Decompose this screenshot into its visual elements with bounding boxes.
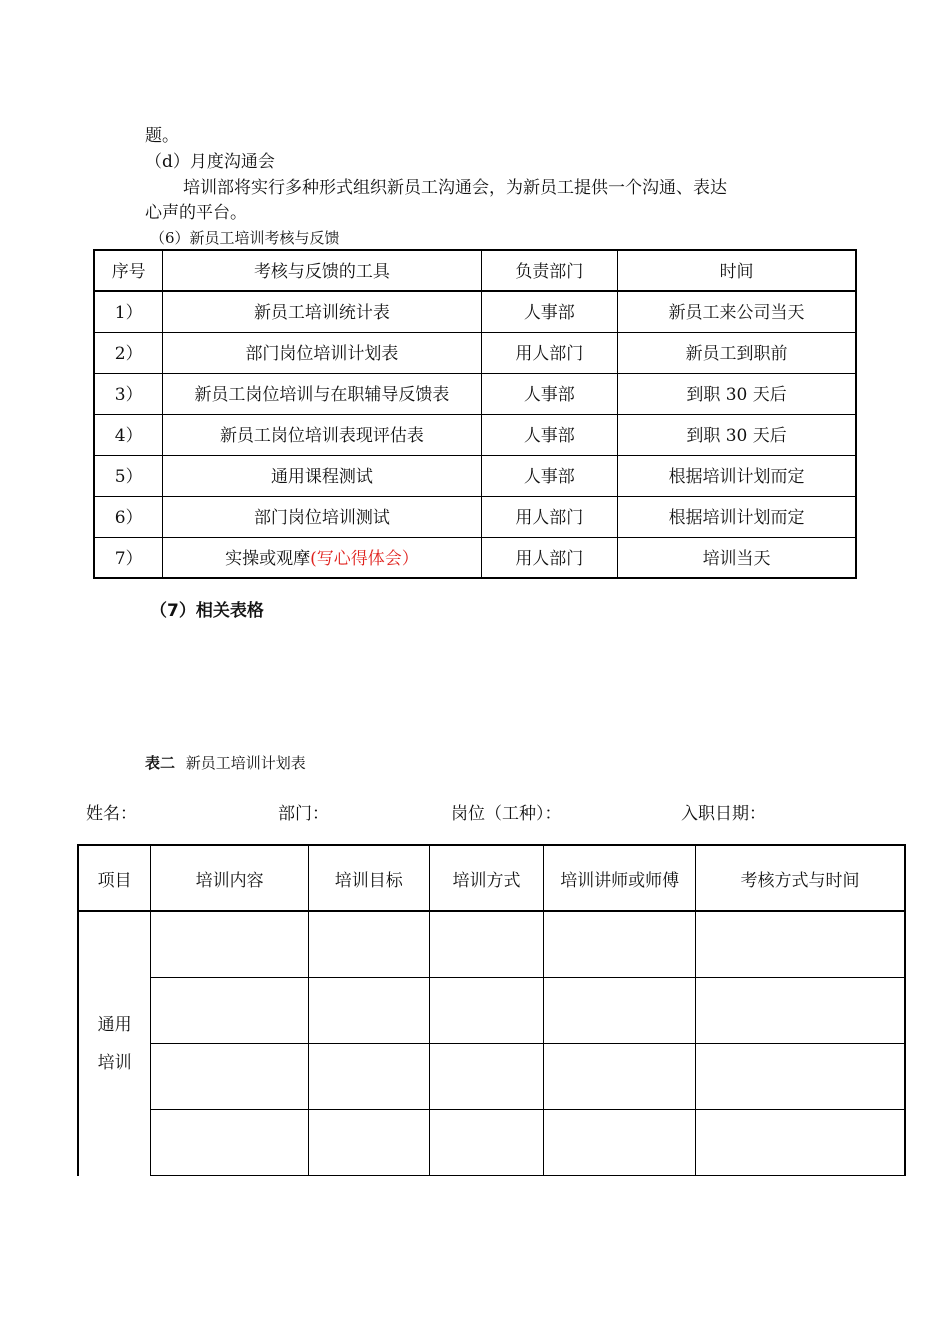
row-number: 3） [94, 373, 163, 414]
table2-caption [145, 752, 306, 773]
header-cell: 培训讲师或师傅 [544, 845, 696, 911]
assessment-feedback-table [93, 249, 857, 579]
tool-note-red: (写心得体会） [310, 548, 419, 569]
tool-name: 新员工培训统计表 [253, 303, 390, 323]
empty-cell[interactable] [429, 1110, 544, 1176]
header-cell: 负责部门 [481, 250, 618, 291]
group-label-line-1: 通用 [97, 1014, 132, 1035]
tool-name: 实操或观摩 [225, 548, 311, 569]
time-cell: 培训当天 [618, 537, 856, 578]
empty-cell[interactable] [308, 1110, 429, 1176]
dept-cell: 人事部 [481, 414, 618, 455]
header-cell: 培训方式 [429, 845, 544, 911]
header-cell: 培训内容 [151, 845, 309, 911]
field-position-label: 岗位（工种）： [451, 804, 562, 824]
empty-cell[interactable] [429, 1044, 544, 1110]
empty-cell[interactable] [308, 1044, 429, 1110]
tool-cell [163, 332, 481, 373]
row-number: 5） [94, 455, 163, 496]
empty-cell[interactable] [544, 1044, 696, 1110]
time-cell: 新员工到职前 [618, 332, 856, 373]
heading-assessment-feedback: （6）新员工培训考核与反馈 [150, 229, 340, 247]
table-row [94, 291, 856, 332]
header-cell: 考核方式与时间 [696, 845, 906, 911]
table-row [78, 911, 905, 978]
field-dept-label: 部门： [278, 804, 329, 824]
table-row [94, 455, 856, 496]
dept-cell: 用人部门 [481, 332, 618, 373]
row-number: 6） [94, 496, 163, 537]
empty-cell[interactable] [151, 978, 309, 1044]
table2-caption-label: 表二 [145, 754, 176, 772]
paragraph-line-1: 培训部将实行多种形式组织新员工沟通会，为新员工提供一个沟通、表达 [183, 178, 727, 198]
tool-cell [163, 496, 481, 537]
tool-cell [163, 291, 481, 332]
time-cell: 新员工来公司当天 [618, 291, 856, 332]
header-cell: 项目 [78, 845, 151, 911]
tool-name: 部门岗位培训计划表 [245, 343, 399, 364]
table-row [78, 978, 905, 1044]
table-header-row [94, 250, 856, 291]
dept-cell: 用人部门 [481, 496, 618, 537]
empty-cell[interactable] [429, 911, 544, 978]
empty-cell[interactable] [696, 1110, 906, 1176]
group-label-line-2: 培训 [97, 1052, 132, 1073]
time-cell: 根据培训计划而定 [618, 496, 856, 537]
dept-cell: 人事部 [481, 291, 618, 332]
dept-cell: 人事部 [481, 455, 618, 496]
empty-cell[interactable] [544, 911, 696, 978]
paragraph-end: 题。 [145, 126, 179, 146]
table-row [94, 537, 856, 578]
table-row [94, 332, 856, 373]
empty-cell[interactable] [151, 1044, 309, 1110]
time-cell: 根据培训计划而定 [618, 455, 856, 496]
tool-cell [163, 373, 481, 414]
header-cell: 培训目标 [308, 845, 429, 911]
empty-cell[interactable] [696, 1044, 906, 1110]
row-number: 1） [94, 291, 163, 332]
time-cell: 到职 30 天后 [618, 373, 856, 414]
field-name-label: 姓名： [86, 804, 137, 824]
empty-cell[interactable] [696, 978, 906, 1044]
group-label-cell [78, 911, 151, 1176]
row-number: 4） [94, 414, 163, 455]
row-number: 7） [94, 537, 163, 578]
table-row [94, 373, 856, 414]
heading-related-forms: （7）相关表格 [150, 601, 264, 621]
tool-name: 部门岗位培训测试 [253, 507, 390, 528]
table-row [94, 414, 856, 455]
tool-cell [163, 455, 481, 496]
header-cell: 序号 [94, 250, 163, 291]
empty-cell[interactable] [696, 911, 906, 978]
header-cell: 考核与反馈的工具 [163, 250, 481, 291]
table-row [78, 1044, 905, 1110]
dept-cell: 用人部门 [481, 537, 618, 578]
table-row [78, 1110, 905, 1176]
tool-name: 新员工岗位培训与在职辅导反馈表 [194, 384, 450, 405]
empty-cell[interactable] [544, 978, 696, 1044]
table-header-row [78, 845, 905, 911]
heading-monthly-meeting: （d）月度沟通会 [145, 152, 275, 172]
empty-cell[interactable] [308, 978, 429, 1044]
empty-cell[interactable] [151, 911, 309, 978]
dept-cell: 人事部 [481, 373, 618, 414]
tool-cell [163, 537, 481, 578]
tool-name: 新员工岗位培训表现评估表 [219, 425, 424, 446]
row-number: 2） [94, 332, 163, 373]
paragraph-line-2: 心声的平台。 [145, 203, 247, 223]
empty-cell[interactable] [151, 1110, 309, 1176]
tool-name: 通用课程测试 [270, 466, 373, 487]
training-plan-table [77, 844, 906, 1176]
empty-cell[interactable] [544, 1110, 696, 1176]
table2-caption-title: 新员工培训计划表 [185, 754, 306, 772]
table-row [94, 496, 856, 537]
empty-cell[interactable] [429, 978, 544, 1044]
empty-cell[interactable] [308, 911, 429, 978]
field-date-label: 入职日期： [681, 804, 766, 824]
tool-cell [163, 414, 481, 455]
time-cell: 到职 30 天后 [618, 414, 856, 455]
header-cell: 时间 [618, 250, 856, 291]
